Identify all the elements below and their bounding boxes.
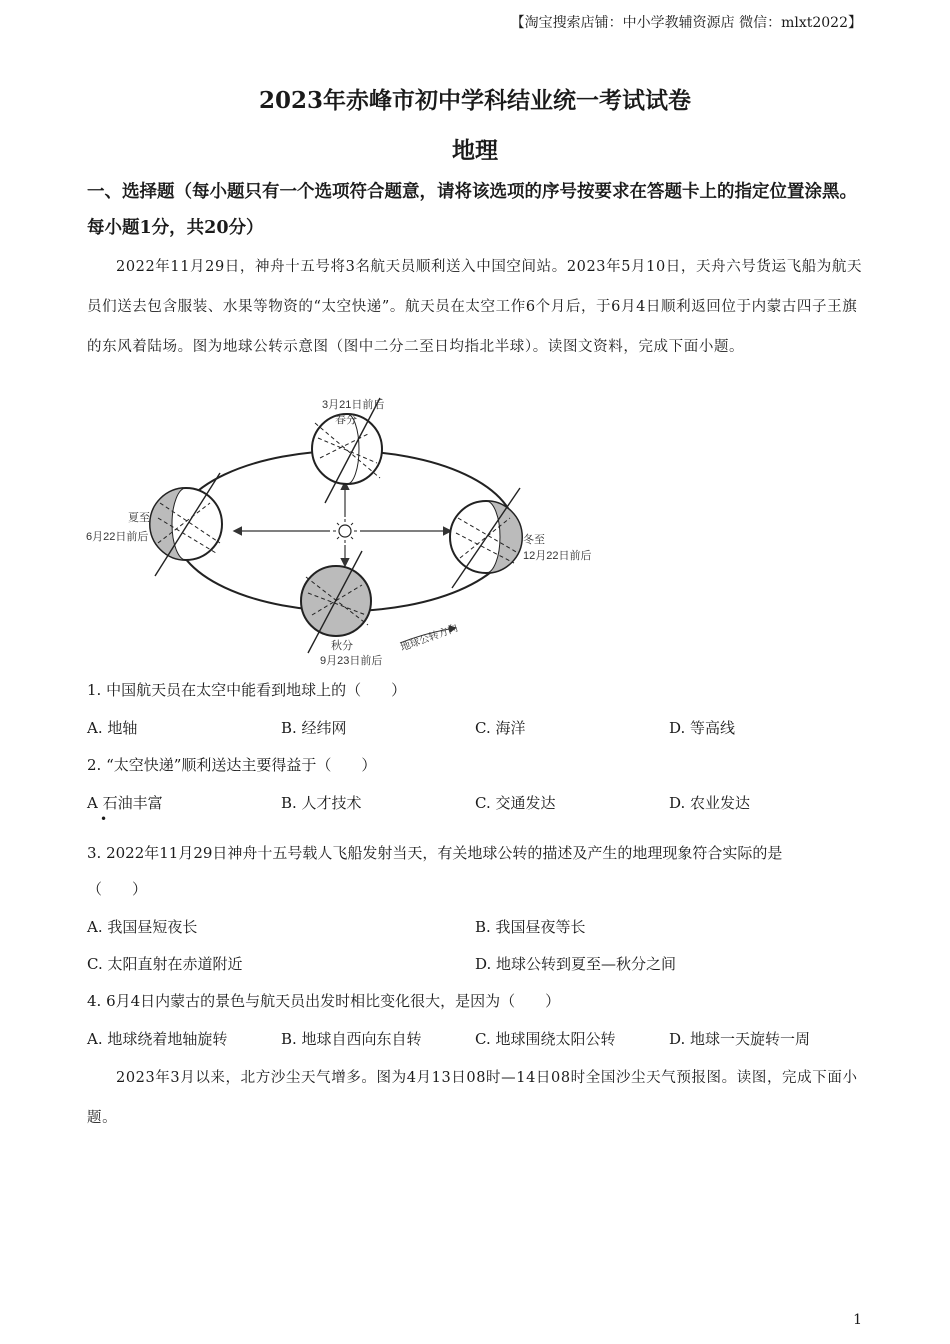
q3-option-b[interactable]: B. 我国昼夜等长 [475, 918, 586, 936]
earth-revolution-diagram [80, 393, 620, 673]
label-summer-name: 夏至 [128, 512, 150, 524]
exam-title: 2023年赤峰市初中学科结业统一考试试卷 [258, 87, 691, 114]
q4-option-d[interactable]: D. 地球一天旋转一周 [669, 1030, 811, 1048]
question-4-stem: 4. 6月4日内蒙古的景色与航天员出发时相比变化很大，是因为（ ） [87, 992, 561, 1010]
label-autumn-name: 秋分 [331, 640, 353, 652]
q4-option-b[interactable]: B. 地球自西向东自转 [281, 1030, 422, 1048]
q4-option-c[interactable]: C. 地球围绕太阳公转 [475, 1030, 616, 1048]
q1-option-b[interactable]: B. 经纬网 [281, 719, 347, 737]
question-3-stem: 3. 2022年11月29日神舟十五号载人飞船发射当天，有关地球公转的描述及产生的地理现象符合实际的是 [87, 844, 783, 862]
header-note: 【淘宝搜索店铺：中小学教辅资源店 微信：mlxt2022】 [510, 15, 862, 31]
page-number: 1 [853, 1312, 862, 1328]
q2-option-d[interactable]: D. 农业发达 [669, 794, 751, 812]
q2-option-c[interactable]: C. 交通发达 [475, 794, 556, 812]
q4-option-a[interactable]: A. 地球绕着地轴旋转 [87, 1030, 228, 1048]
q3-option-c[interactable]: C. 太阳直射在赤道附近 [87, 955, 243, 973]
q1-option-d[interactable]: D. 等高线 [669, 719, 736, 737]
q2-option-b[interactable]: B. 人才技术 [281, 794, 362, 812]
label-summer-date: 6月22日前后 [86, 531, 149, 543]
passage-2: 2023年3月以来，北方沙尘天气增多。图为4月13日08时—14日08时全国沙尘天气预报图。读图，完成下面小题。 [87, 1070, 858, 1126]
label-winter-name: 冬至 [523, 534, 545, 546]
question-2-stem: 2. “太空快递”顺利送达主要得益于（ ） [87, 756, 377, 774]
label-direction: 地球公转方向 [399, 622, 460, 654]
earth-winter-solstice [450, 488, 522, 588]
earth-summer-solstice [150, 473, 222, 576]
q1-option-a[interactable]: A. 地轴 [87, 719, 138, 737]
label-spring-date: 3月21日前后 [322, 399, 385, 411]
q3-option-d[interactable]: D. 地球公转到夏至—秋分之间 [475, 955, 677, 973]
stray-dot: • [100, 812, 108, 826]
subject-title: 地理 [452, 137, 498, 164]
q2-option-a[interactable]: A 石油丰富 [87, 794, 163, 812]
question-3-stem-cont: （ ） [87, 880, 148, 898]
label-winter-date: 12月22日前后 [523, 550, 592, 562]
earth-autumn-equinox [301, 551, 371, 653]
label-spring-name: 春分 [335, 414, 357, 426]
q3-option-a[interactable]: A. 我国昼短夜长 [87, 918, 198, 936]
section-heading: 一、选择题（每小题只有一个选项符合题意，请将该选项的序号按要求在答题卡上的指定位置涂黑。每小题1分，共20分） [87, 182, 857, 238]
question-1-stem: 1. 中国航天员在太空中能看到地球上的（ ） [87, 681, 407, 699]
passage-1: 2022年11月29日，神舟十五号将3名航天员顺利送入中国空间站。2023年5月10日，天舟六号货运飞船为航天员们送去包含服装、水果等物资的“太空快递”。航天员在太空工作6个月后，于6月4日顺利返回位于内蒙古四子王旗的东风着陆场。图为地球公转示意图（图中二分二至日均指北半球）。读图文资料，完成下面小题。 [87, 259, 863, 355]
label-autumn-date: 9月23日前后 [320, 655, 383, 667]
q1-option-c[interactable]: C. 海洋 [475, 719, 526, 737]
sun-icon [333, 519, 357, 543]
